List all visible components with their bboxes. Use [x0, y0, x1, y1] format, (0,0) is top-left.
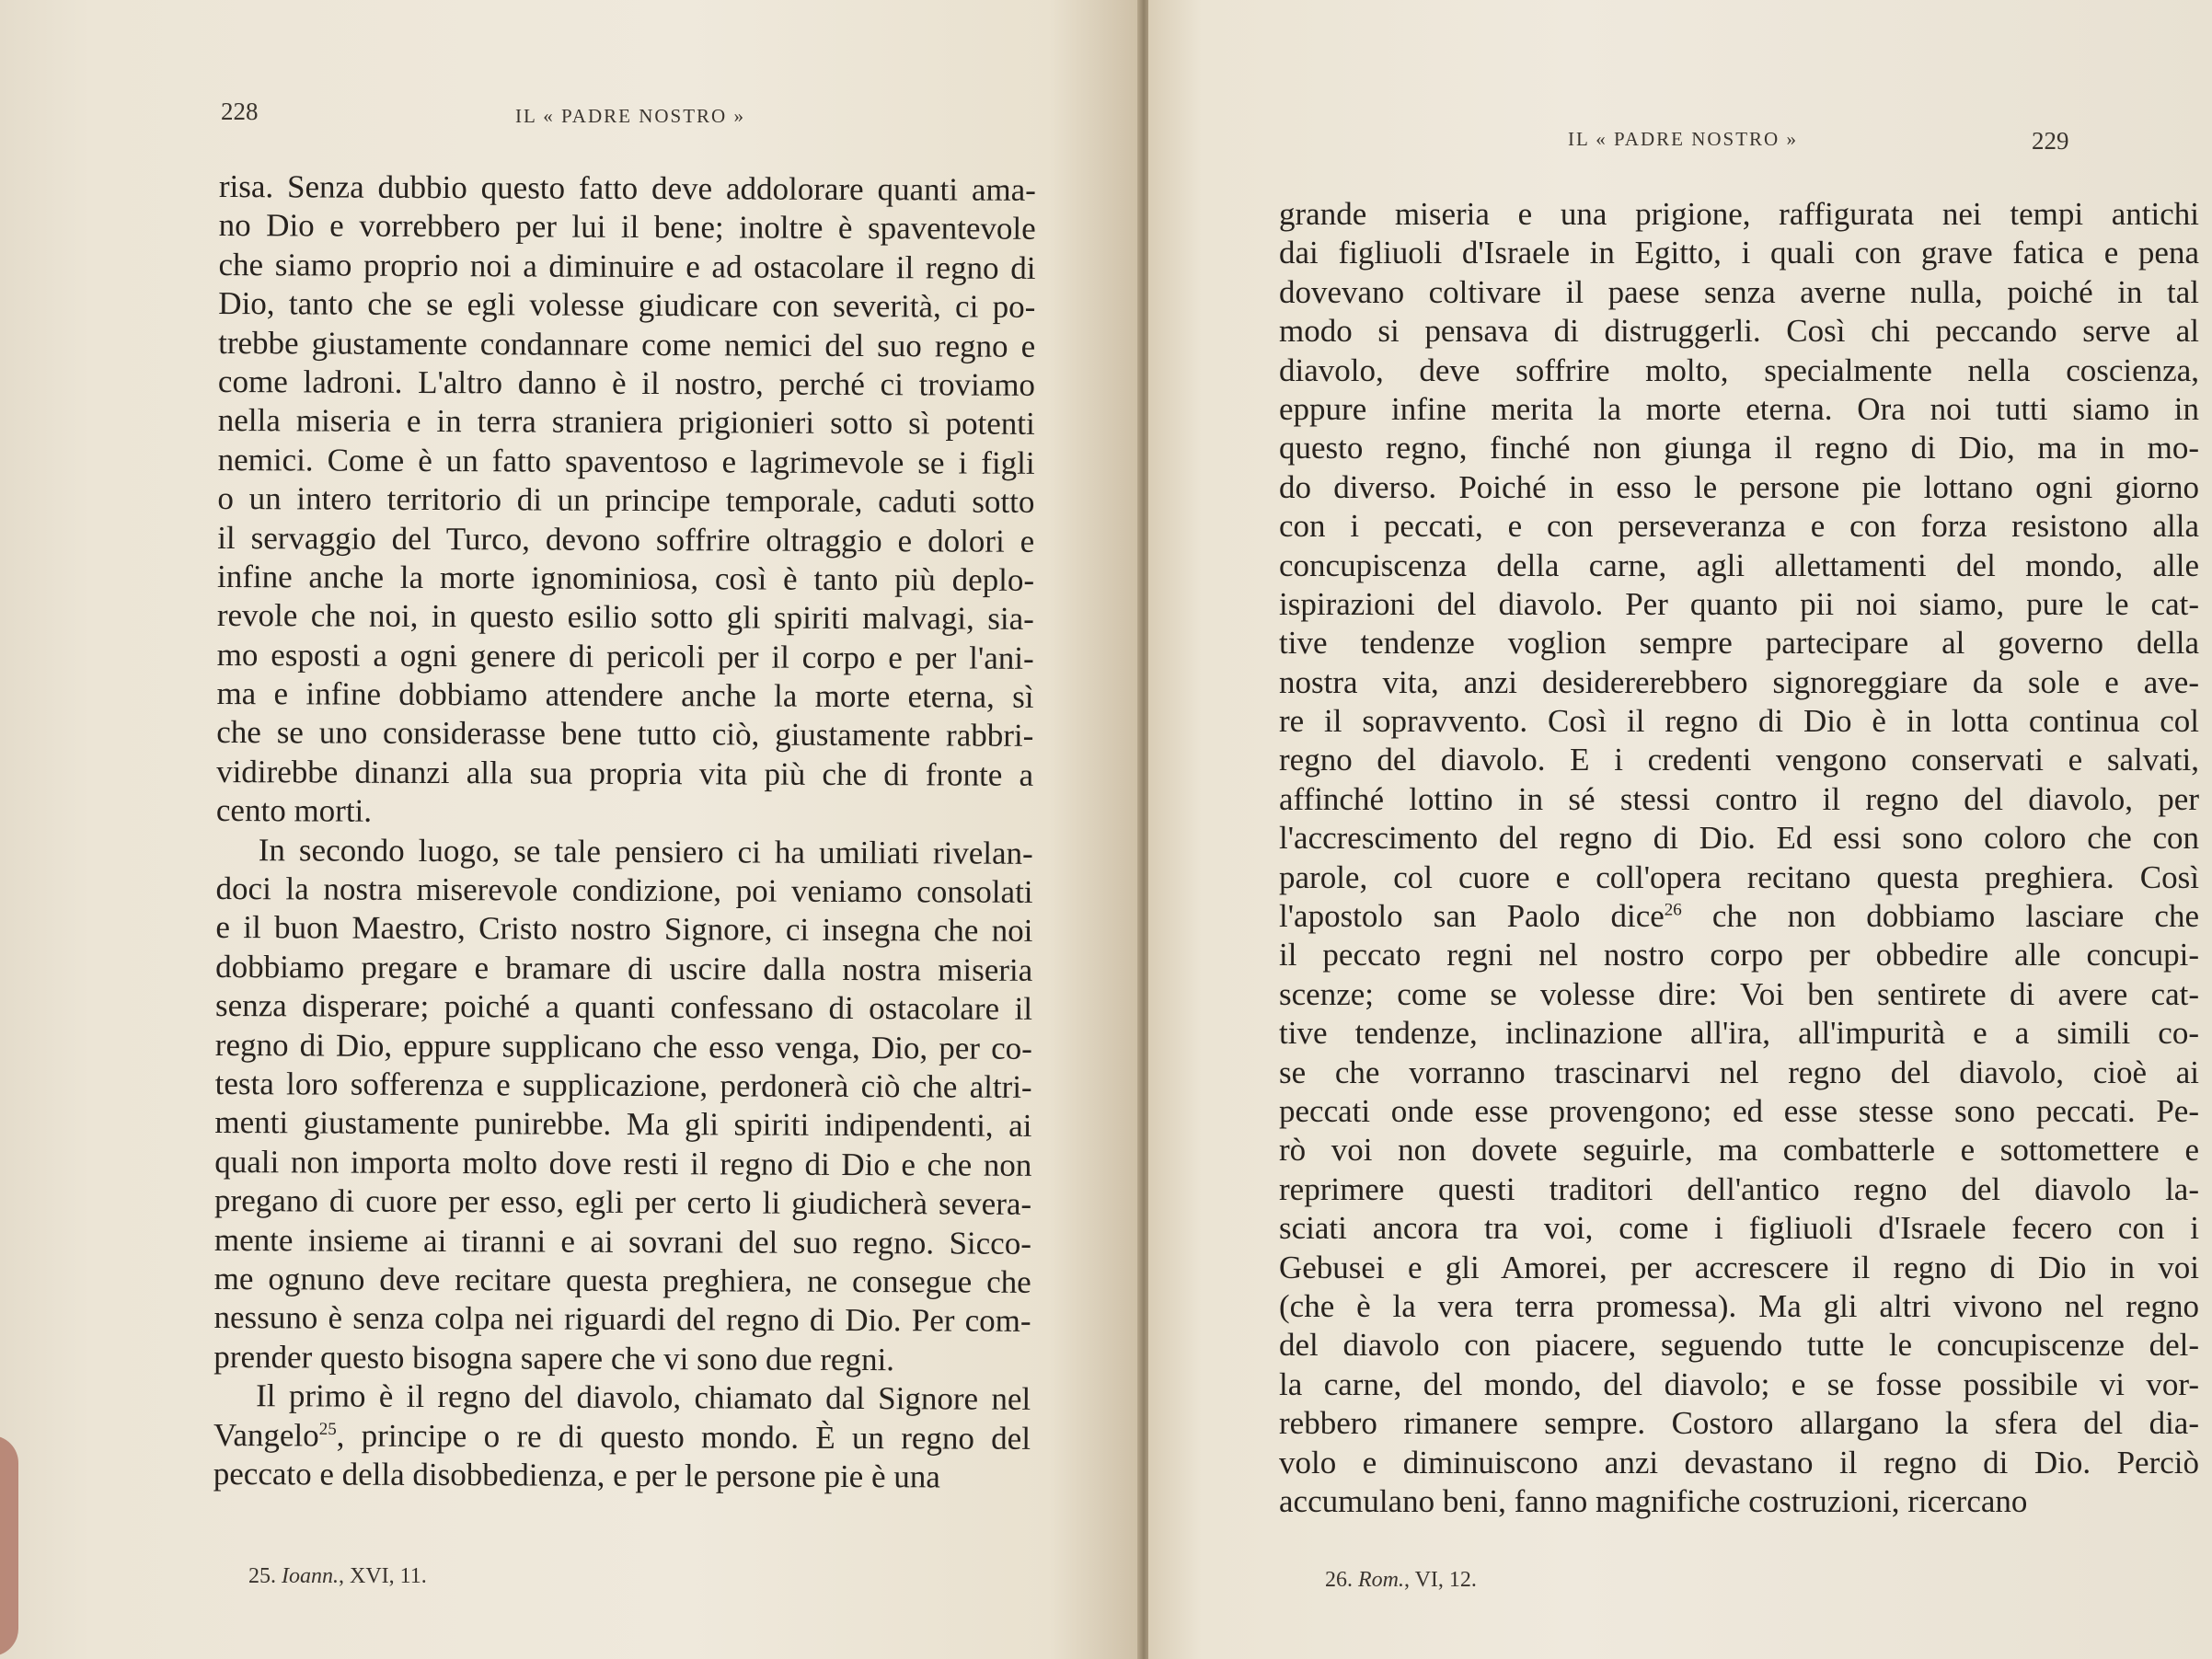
- text-line: quali non importa molto dove resti il regno di Dio e che non: [214, 1143, 1032, 1183]
- text-line: il servaggio del Turco, devono soffrire oltraggio e dolori e: [217, 519, 1035, 559]
- text-line: In secondo luogo, se tale pensiero ci ha umiliati rivelan-: [258, 831, 1033, 871]
- left-page-body: [213, 167, 1036, 1497]
- text-line: affinché lottino in sé stessi contro il regno del diavolo, per: [1279, 780, 2199, 817]
- text-line: senza disperare; poiché a quanti confessano di ostacolare il: [214, 987, 1033, 1028]
- text-line: del diavolo con piacere, seguendo tutte le concupiscenze del-: [1279, 1327, 2199, 1364]
- text-line: come ladroni. L'altro danno è il nostro, perché ci troviamo: [217, 363, 1036, 403]
- text-line: e il buon Maestro, Cristo nostro Signore, ci insegna che noi: [215, 909, 1033, 950]
- text-line: che siamo proprio noi a diminuire e ad ostacolare il regno di: [218, 246, 1036, 286]
- right-footnote-location: , VI, 12.: [1404, 1568, 1477, 1592]
- right-page: [1148, 0, 2212, 1659]
- text-line: modo si pensava di distruggerli. Così chi peccando serve al: [1279, 313, 2199, 350]
- text-line: Il primo è il regno del diavolo, chiamato dal Signore nel: [256, 1377, 1031, 1417]
- text-line: trebbe giustamente condannare come nemici del suo regno e: [218, 324, 1036, 364]
- text-line: mente insieme ai tiranni e ai sovrani del suo regno. Sicco-: [213, 1221, 1031, 1262]
- right-running-head: IL « PADRE NOSTRO »: [1568, 128, 1798, 150]
- text-line: rò voi non dovete seguirle, ma combatterle e sottomettere e: [1279, 1132, 2199, 1169]
- thumb-edge: [0, 1435, 18, 1656]
- text-line: nemici. Come è un fatto spaventoso e lagrimevole se i figli: [217, 441, 1035, 481]
- text-line: dovevano coltivare il paese senza averne nulla, poiché in tal: [1279, 273, 2199, 310]
- text-line: cento morti.: [215, 792, 373, 829]
- text-line: mo esposti a ogni genere di pericoli per il corpo e per l'ani-: [216, 636, 1034, 676]
- left-running-head: IL « PADRE NOSTRO »: [515, 105, 745, 127]
- text-line: volo e diminuiscono anzi devastano il regno di Dio. Perciò: [1279, 1444, 2199, 1480]
- text-line: rebbero rimanere sempre. Costoro allargano la sfera del dia-: [1279, 1405, 2199, 1442]
- text-line: ispirazioni del diavolo. Per quanto pii noi siamo, pure le cat-: [1279, 585, 2199, 622]
- text-line: pregano di cuore per esso, egli per certo li giudicherà severa-: [214, 1182, 1032, 1223]
- text-line: che se uno considerasse bene tutto ciò, giustamente rabbri-: [216, 714, 1034, 755]
- right-footnote-number: 26.: [1325, 1568, 1353, 1592]
- text-line: no Dio e vorrebbero per lui il bene; inoltre è spaventevole: [218, 207, 1036, 248]
- text-line: dobbiamo pregare e bramare di uscire dalla nostra miseria: [215, 948, 1033, 988]
- left-footnote: [248, 1564, 427, 1589]
- left-footnote-source: Ioann.: [282, 1564, 339, 1588]
- text-line: infine anche la morte ignominiosa, così è tanto più deplo-: [216, 558, 1035, 598]
- text-line: peccati onde esse provengono; ed esse stesse sono peccati. Pe-: [1279, 1092, 2199, 1129]
- text-line: questo regno, finché non giunga il regno di Dio, ma in mo-: [1279, 430, 2199, 467]
- text-line: il peccato regni nel nostro corpo per obbedire alle concupi-: [1279, 937, 2199, 974]
- text-line: la carne, del mondo, del diavolo; e se fosse possibile vi vor-: [1279, 1365, 2199, 1402]
- text-line: grande miseria e una prigione, raffigurata nei tempi antichi: [1279, 196, 2199, 232]
- right-footnote: [1325, 1568, 1477, 1593]
- text-line: tive tendenze voglion sempre partecipare al governo della: [1279, 625, 2199, 662]
- footnote-reference: 25: [318, 1419, 337, 1439]
- footnote-reference: 26: [1664, 900, 1682, 920]
- text-line: tive tendenze, inclinazione all'ira, all'impurità e a simili co-: [1279, 1015, 2199, 1052]
- text-line: prender questo bisogna sapere che vi sono due regni.: [213, 1338, 895, 1377]
- text-line: reprimere questi traditori dell'antico regno del diavolo la-: [1279, 1170, 2199, 1207]
- text-line: nessuno è senza colpa nei riguardi del regno di Dio. Per com-: [213, 1299, 1031, 1340]
- left-page-number: 228: [221, 98, 259, 125]
- text-line: risa. Senza dubbio questo fatto deve addolorare quanti ama-: [218, 167, 1036, 208]
- text-line: nella miseria e in terra straniera prigionieri sotto sì potenti: [217, 402, 1035, 443]
- line-text: che non dobbiamo lasciare che: [1681, 898, 2199, 935]
- left-footnote-location: , XVI, 11.: [339, 1564, 427, 1588]
- text-line: regno del diavolo. E i credenti vengono conservati e salvati,: [1279, 742, 2199, 778]
- line-text: l'apostolo san Paolo dice: [1279, 898, 1665, 935]
- text-line: sciati ancora tra voi, come i figliuoli d'Israele fecero con i: [1279, 1210, 2199, 1247]
- text-line: l'accrescimento del regno di Dio. Ed essi sono coloro che con: [1279, 820, 2199, 857]
- text-line: o un intero territorio di un principe temporale, caduti sotto: [217, 480, 1035, 520]
- text-line: peccato e della disobbedienza, e per le persone pie è una: [213, 1455, 940, 1495]
- text-line: regno di Dio, eppure supplicano che esso venga, Dio, per co-: [214, 1026, 1032, 1066]
- text-line: re il sopravvento. Così il regno di Dio è in lotta continua col: [1279, 703, 2199, 740]
- text-line: eppure infine merita la morte eterna. Ora noi tutti siamo in: [1279, 390, 2199, 427]
- text-line: nostra vita, anzi desidererebbero signoreggiare da sole e ave-: [1279, 663, 2199, 700]
- line-text: , principe o re di questo mondo. È un regno del: [336, 1417, 1031, 1457]
- text-line: testa loro sofferenza e supplicazione, perdonerà ciò che altri-: [214, 1065, 1032, 1105]
- text-line: concupiscenza della carne, agli allettamenti del mondo, alle: [1279, 547, 2199, 583]
- text-line: (che è la vera terra promessa). Ma gli altri vivono nel regno: [1279, 1287, 2199, 1324]
- text-line: ma e infine dobbiamo attendere anche la morte eterna, sì: [216, 675, 1034, 715]
- text-line: do diverso. Poiché in esso le persone pie lottano ogni giorno: [1279, 468, 2199, 505]
- text-line: con i peccati, e con perseveranza e con forza resistono alla: [1279, 508, 2199, 545]
- line-text: Vangelo: [213, 1416, 319, 1453]
- text-line: doci la nostra miserevole condizione, poi veniamo consolati: [215, 870, 1033, 910]
- text-line: scenze; come se volesse dire: Voi ben sentirete di avere cat-: [1279, 975, 2199, 1012]
- text-line: se che vorranno trascinarvi nel regno del diavolo, cioè ai: [1279, 1054, 2199, 1090]
- text-line: [213, 1415, 1031, 1457]
- text-line: parole, col cuore e coll'opera recitano questa preghiera. Così: [1279, 858, 2199, 895]
- right-page-body: [1279, 195, 2199, 1521]
- right-footnote-source: Rom.: [1358, 1568, 1404, 1592]
- text-line: vidirebbe dinanzi alla sua propria vita più che di fronte a: [216, 753, 1034, 793]
- text-line: dai figliuoli d'Israele in Egitto, i quali con grave fatica e pena: [1279, 235, 2199, 271]
- text-line: me ognuno deve recitare questa preghiera, ne consegue che: [213, 1260, 1031, 1300]
- left-footnote-number: 25.: [248, 1564, 276, 1588]
- right-page-number: 229: [2032, 127, 2069, 155]
- text-line: Gebusei e gli Amorei, per accrescere il regno di Dio in voi: [1279, 1249, 2199, 1285]
- text-line: menti giustamente punirebbe. Ma gli spiriti indipendenti, ai: [214, 1104, 1032, 1145]
- text-line: accumulano beni, fanno magnifiche costruzioni, ricercano: [1279, 1482, 2028, 1519]
- text-line: Dio, tanto che se egli volesse giudicare con severità, ci po-: [218, 285, 1036, 326]
- text-line: revole che noi, in questo esilio sotto gli spiriti malvagi, sia-: [216, 597, 1034, 638]
- text-line: diavolo, deve soffrire molto, specialmente nella coscienza,: [1279, 351, 2199, 388]
- text-line: [1279, 897, 2199, 936]
